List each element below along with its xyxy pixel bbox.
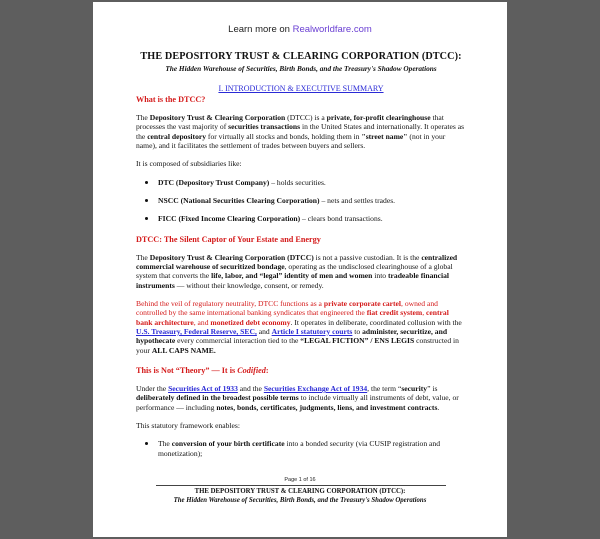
page-content bbox=[136, 52, 466, 458]
paragraph-framework: This statutory framework enables: bbox=[136, 421, 240, 431]
list-item: The conversion of your birth certificate into a bonded security (via CUSIP registration and monetization); bbox=[136, 439, 466, 458]
doc-subtitle: The Hidden Warehouse of Securities, Birth Bonds, and the Treasury's Shadow Operations bbox=[165, 64, 437, 74]
realworldfare-link[interactable]: Realworldfare.com bbox=[292, 24, 372, 35]
document-page bbox=[93, 2, 507, 537]
paragraph-intro: The Depository Trust & Clearing Corporation (DTCC) is a private, for-profit clearinghouse that processes the vast majority of securities transactions in the United States and internationally. It operates as the central depository for virtually all stocks and bonds, holding them in "street name" (not in your name), and it facilitates the settlement of trades between buyers and sellers. bbox=[136, 113, 465, 151]
heading-silent-captor: DTCC: The Silent Captor of Your Estate and Energy bbox=[136, 234, 321, 244]
subsidiaries-list bbox=[136, 178, 466, 224]
paragraph-subsidiaries-intro: It is composed of subsidiaries like: bbox=[136, 159, 242, 169]
footer-divider bbox=[156, 485, 446, 486]
top-note: Learn more on Realworldfare.com bbox=[228, 24, 372, 35]
heading-not-theory: This is Not “Theory” — It is Codified: bbox=[136, 365, 269, 375]
enables-list bbox=[136, 439, 466, 458]
list-item: NSCC (National Securities Clearing Corporation) – nets and settles trades. bbox=[136, 196, 466, 205]
heading-what-is-dtcc: What is the DTCC? bbox=[136, 94, 206, 104]
page-number: Page 1 of 16 bbox=[284, 477, 316, 483]
paragraph-captor: The Depository Trust & Clearing Corporation (DTCC) is not a passive custodian. It is the centralized commercial warehouse of securitized bondage, operating as the undisclosed clearinghouse of a global system that converts the life, labor, and “legal” identity of men and women into tradeable financial instruments — without their knowledge, consent, or remedy. bbox=[136, 252, 458, 290]
paragraph-statutes: Under the Securities Act of 1933 and the Securities Exchange Act of 1934, the term “security” is deliberately defined in the broadest possible terms to include virtually all instruments of debt, value, or performance — including notes, bonds, certificates, judgments, liens, and investment contracts. bbox=[136, 384, 459, 412]
list-item: DTC (Depository Trust Company) – holds securities. bbox=[136, 178, 466, 187]
footer-subtitle: The Hidden Warehouse of Securities, Birth Bonds, and the Treasury's Shadow Operations bbox=[173, 497, 427, 504]
section-heading: I. INTRODUCTION & EXECUTIVE SUMMARY bbox=[218, 83, 384, 93]
footer-title: THE DEPOSITORY TRUST & CLEARING CORPORATION (DTCC): bbox=[194, 488, 406, 495]
doc-title: THE DEPOSITORY TRUST & CLEARING CORPORATION (DTCC): bbox=[140, 51, 462, 62]
list-item: FICC (Fixed Income Clearing Corporation) – clears bond transactions. bbox=[136, 214, 466, 223]
paragraph-cartel: Behind the veil of regulatory neutrality, DTCC functions as a private corporate cartel, owned and controlled by the same international banking syndicates that engineered the fiat credit system, central bank architecture, and monetized debt economy. It operates in deliberate, coordinated collusion with the U.S. Treasury, Federal Reserve, SEC, and Article I statutory courts to administer, securitize, and hypothecate every commercial interaction tied to the “LEGAL FICTION” / ENS LEGIS constructed in your ALL CAPS NAME. bbox=[136, 299, 462, 355]
